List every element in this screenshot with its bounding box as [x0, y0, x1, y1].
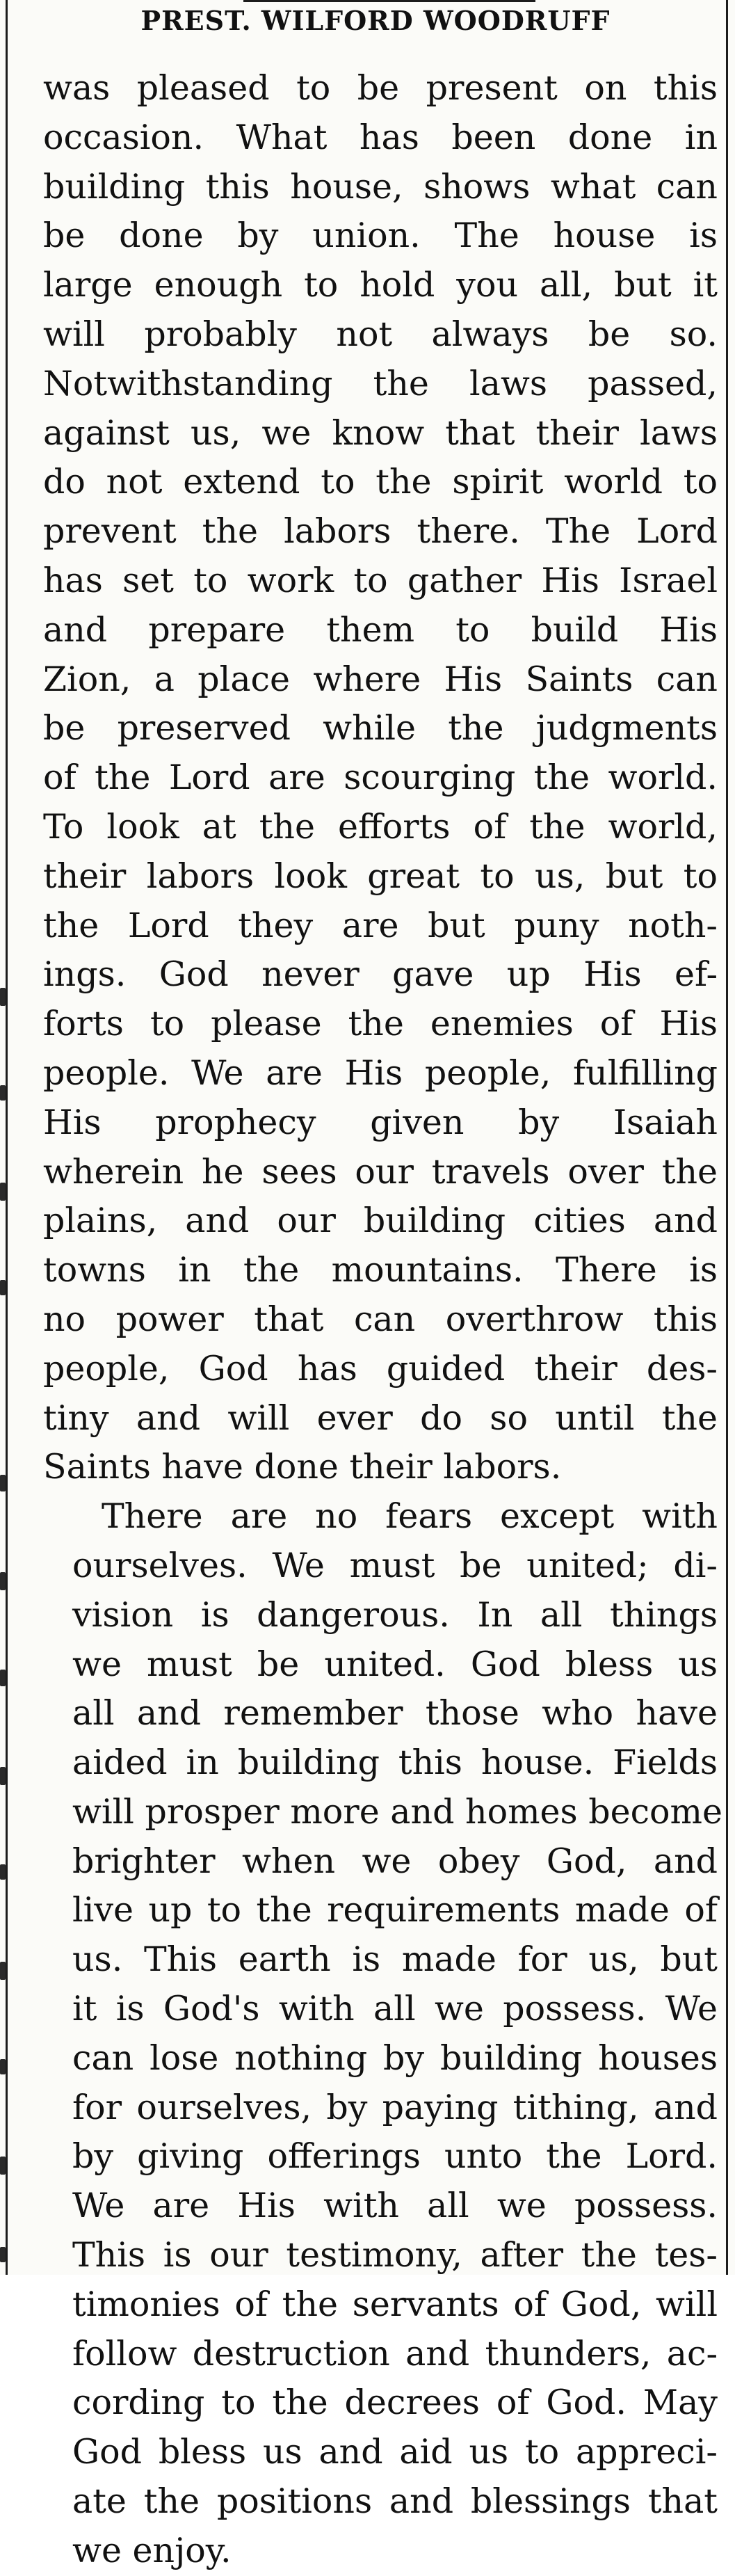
text-line: can lose nothing by building houses	[72, 2038, 718, 2078]
text-line: will prosper more and homes become	[72, 1791, 723, 1832]
text-line: live up to the requirements made of	[72, 1890, 718, 1930]
heading-rule	[243, 0, 535, 2]
text-line: aided in building this house. Fields	[72, 1743, 718, 1783]
text-line: ate the positions and blessings that	[72, 2481, 718, 2522]
text-line: vision is dangerous. In all things	[72, 1594, 718, 1635]
text-line: This is our testimony, after the tes-	[72, 2235, 718, 2275]
text-line: brighter when we obey God, and	[72, 1841, 718, 1881]
text-line: Saints have done their labors.	[43, 1447, 562, 1487]
text-line: we enjoy.	[72, 2530, 232, 2570]
paragraph-1	[43, 64, 718, 1492]
text-line: There are no fears except with	[102, 1496, 718, 1537]
text-line: people. We are His people, fulfilling	[43, 1053, 718, 1093]
text-line: be done by union. The house is	[43, 216, 718, 256]
text-line: ourselves. We must be united; di-	[72, 1545, 718, 1585]
text-line: people, God has guided their des-	[43, 1348, 718, 1389]
text-line: His prophecy given by Isaiah	[43, 1102, 718, 1142]
article-heading: PREST. WILFORD WOODRUFF	[140, 5, 611, 36]
text-line: and prepare them to build His	[43, 609, 718, 650]
text-line: no power that can overthrow this	[43, 1299, 718, 1339]
text-line: ings. God never gave up His ef-	[43, 954, 718, 995]
text-line: against us, we know that their laws	[43, 413, 718, 453]
text-line: of the Lord are scourging the world.	[43, 758, 718, 798]
text-line: for ourselves, by paying tithing, and	[72, 2087, 718, 2127]
text-line: occasion. What has been done in	[43, 117, 718, 157]
text-line: wherein he sees our travels over the	[43, 1151, 718, 1192]
text-line: we must be united. God bless us	[72, 1644, 718, 1684]
adjacent-column-fragments	[0, 0, 14, 2275]
text-line: do not extend to the spirit world to	[43, 462, 718, 502]
text-line: To look at the efforts of the world,	[43, 806, 718, 847]
text-line: prevent the labors there. The Lord	[43, 511, 718, 552]
text-line: us. This earth is made for us, but	[72, 1939, 718, 1980]
text-line: by giving offerings unto the Lord.	[72, 2136, 718, 2177]
right-column-rule	[726, 0, 728, 2275]
text-line: We are His with all we possess.	[72, 2186, 718, 2226]
text-line: the Lord they are but puny noth-	[43, 905, 718, 945]
text-line: Zion, a place where His Saints can	[43, 659, 718, 699]
text-line: timonies of the servants of God, will	[72, 2284, 718, 2324]
text-line: building this house, shows what can	[43, 166, 718, 207]
article-body	[43, 64, 723, 2576]
text-line: will probably not always be so.	[43, 314, 718, 354]
text-line: God bless us and aid us to appreci-	[72, 2432, 718, 2472]
text-line: all and remember those who have	[72, 1693, 718, 1734]
text-line: towns in the mountains. There is	[43, 1250, 718, 1290]
text-line: forts to please the enemies of His	[43, 1004, 718, 1044]
text-line: cording to the decrees of God. May	[72, 2383, 718, 2423]
text-line: was pleased to be present on this	[43, 68, 718, 108]
text-line: Notwithstanding the laws passed,	[43, 363, 718, 403]
text-line: has set to work to gather His Israel	[43, 560, 718, 600]
paragraph-2	[43, 1492, 723, 2576]
text-line: tiny and will ever do so until the	[43, 1398, 718, 1438]
text-line: large enough to hold you all, but it	[43, 265, 718, 305]
text-line: follow destruction and thunders, ac-	[72, 2333, 718, 2374]
text-line: plains, and our building cities and	[43, 1201, 718, 1241]
text-line: be preserved while the judgments	[43, 708, 718, 749]
text-line: their labors look great to us, but to	[43, 856, 718, 896]
text-line: it is God's with all we possess. We	[72, 1989, 718, 2029]
